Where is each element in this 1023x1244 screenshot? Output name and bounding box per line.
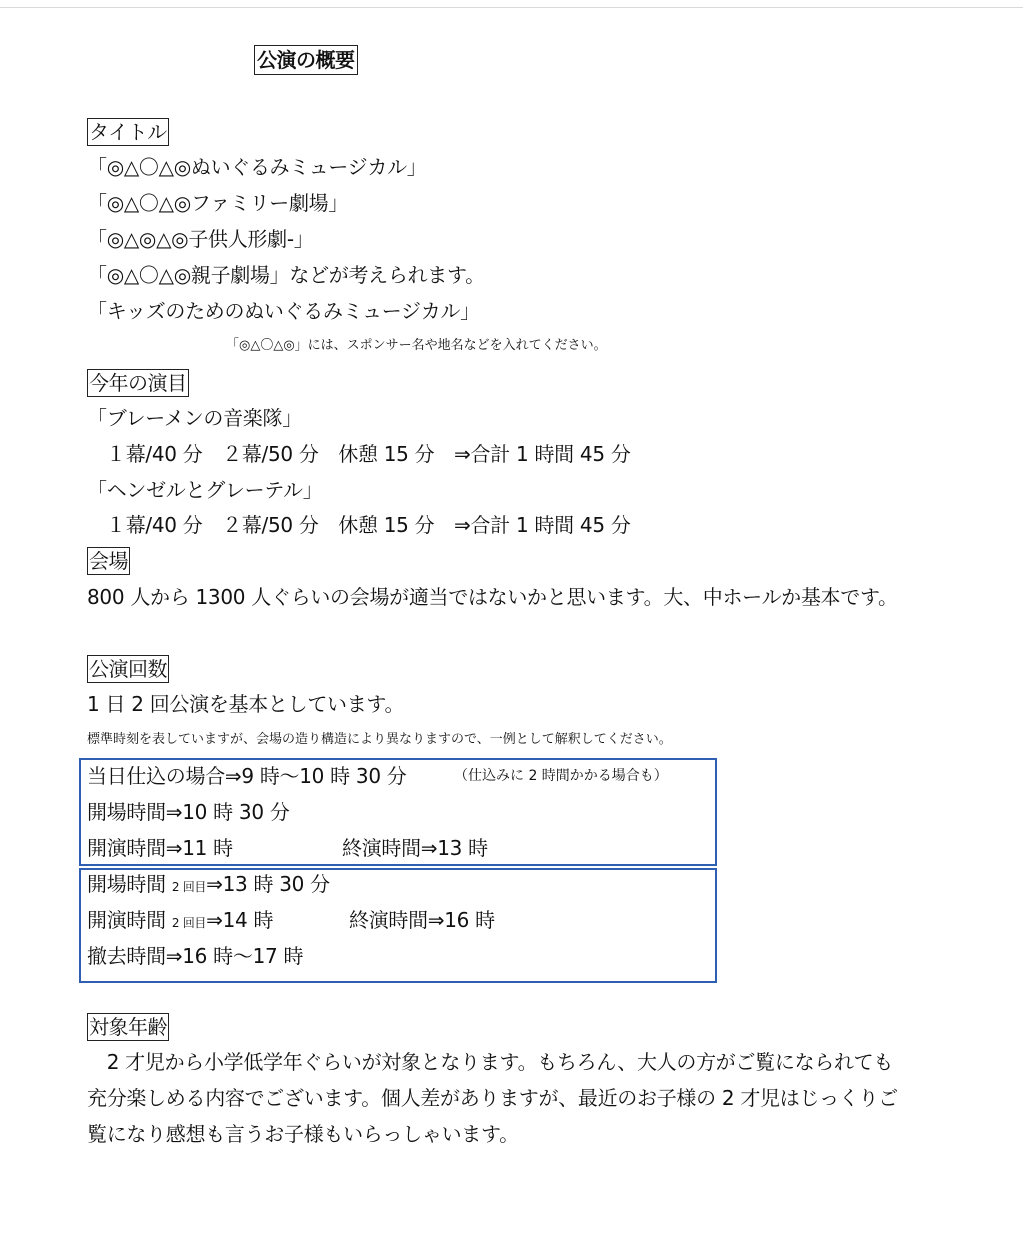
title-option-5: 「キッズのためのぬいぐるみミュージカル」 bbox=[87, 299, 480, 323]
schedule-start-2: 開演時間 2 回目⇒14 時 bbox=[87, 908, 274, 932]
title-option-3: 「◎△◎△◎子供人形劇-」 bbox=[87, 227, 314, 251]
age-text-line-2: 充分楽しめる内容でございます。個人差がありますが、最近のお子様の 2 才児はじっくりご bbox=[87, 1086, 898, 1110]
schedule-end-1: 終演時間⇒13 時 bbox=[342, 836, 488, 860]
page-top-border bbox=[0, 7, 1023, 8]
age-text-line-1: 2 才児から小学低学年ぐらいが対象となります。もちろん、大人の方がご覧になられても bbox=[87, 1050, 894, 1074]
title-note: 「◎△〇△◎」には、スポンサー名や地名などを入れてください。 bbox=[226, 338, 607, 353]
section-heading-age: 対象年齢 bbox=[89, 1015, 167, 1039]
section-heading-venue: 会場 bbox=[89, 549, 128, 573]
section-heading-performances: 公演回数 bbox=[89, 657, 167, 681]
section-heading-title: タイトル bbox=[89, 120, 167, 144]
schedule-start-1: 開演時間⇒11 時 bbox=[87, 836, 233, 860]
performances-description: 1 日 2 回公演を基本としています。 bbox=[87, 692, 405, 716]
document-title: 公演の概要 bbox=[254, 45, 358, 75]
title-option-1: 「◎△〇△◎ぬいぐるみミュージカル」 bbox=[87, 155, 427, 179]
title-option-4: 「◎△〇△◎親子劇場」などが考えられます。 bbox=[87, 263, 485, 287]
age-text-line-3: 覧になり感想も言うお子様もいらっしゃいます。 bbox=[87, 1122, 519, 1146]
schedule-open-2: 開場時間 2 回目⇒13 時 30 分 bbox=[87, 872, 330, 896]
show-1-duration: １幕/40 分 ２幕/50 分 休憩 15 分 ⇒合計 1 時間 45 分 bbox=[106, 442, 631, 466]
section-heading-program: 今年の演目 bbox=[89, 371, 187, 395]
performances-note: 標準時刻を表していますが、会場の造り構造により異なりますので、一例として解釈してください。 bbox=[87, 732, 672, 747]
title-option-2: 「◎△〇△◎ファミリー劇場」 bbox=[87, 191, 349, 215]
schedule-setup-note: （仕込みに 2 時間かかる場合も） bbox=[454, 768, 668, 784]
schedule-end-2: 終演時間⇒16 時 bbox=[349, 908, 495, 932]
show-1-title: 「ブレーメンの音楽隊」 bbox=[87, 406, 302, 430]
schedule-teardown: 撤去時間⇒16 時～17 時 bbox=[87, 944, 304, 968]
schedule-setup: 当日仕込の場合⇒9 時～10 時 30 分 bbox=[87, 764, 407, 788]
schedule-open-1: 開場時間⇒10 時 30 分 bbox=[87, 800, 290, 824]
show-2-duration: １幕/40 分 ２幕/50 分 休憩 15 分 ⇒合計 1 時間 45 分 bbox=[106, 513, 631, 537]
venue-description: 800 人から 1300 人ぐらいの会場が適当ではないかと思います。大、中ホールか基本です。 bbox=[87, 585, 898, 609]
show-2-title: 「ヘンゼルとグレーテル」 bbox=[87, 478, 323, 502]
